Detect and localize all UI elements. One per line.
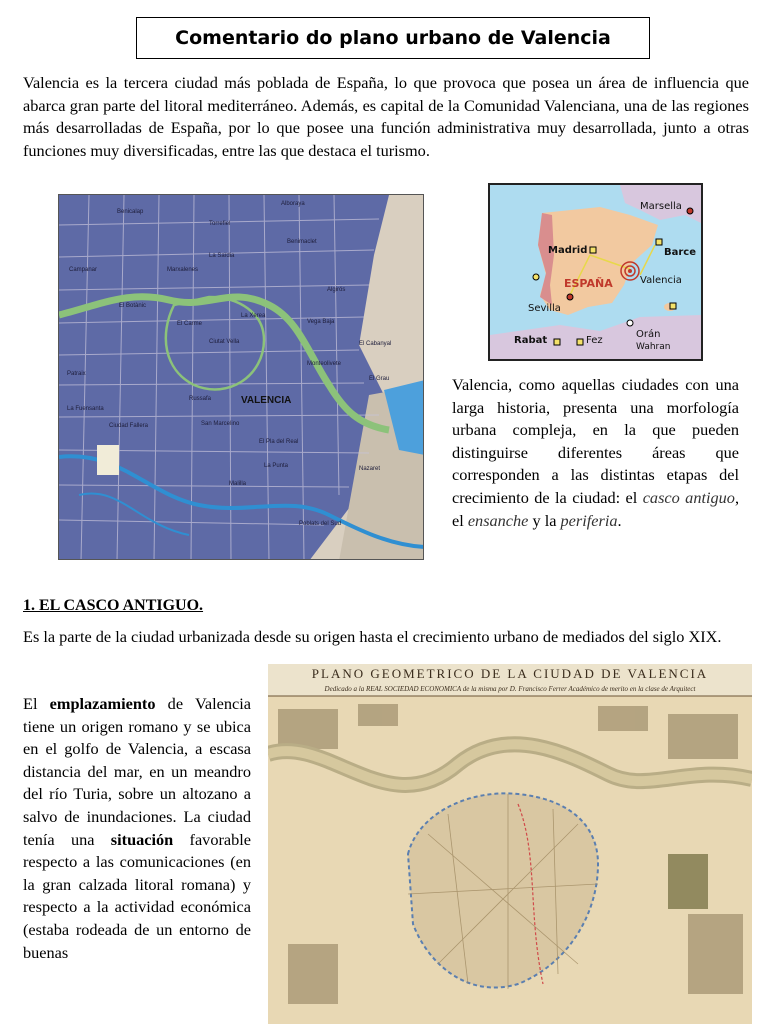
- side-text-4: .: [617, 510, 622, 530]
- country-label: ESPAÑA: [564, 277, 613, 290]
- map-label-benicalap: Benicalap: [117, 209, 144, 215]
- term-ensanche: ensanche: [467, 510, 529, 530]
- map-label-monteolivete: Monteolivete: [307, 361, 342, 367]
- city-rabat: Rabat: [514, 335, 548, 346]
- section-heading: 1. EL CASCO ANTIGUO.: [23, 597, 204, 614]
- valencia-city-map: [58, 194, 424, 560]
- side-text-1: Valencia, como aquellas ciudades con una larga historia, presenta una morfología urbana compleja, en la que pueden distinguirse diferentes áreas que corresponden a las distintas etapas del crecimiento de la ciudad: el: [452, 375, 739, 507]
- term-casco-antiguo: casco antiguo: [642, 487, 735, 507]
- term-emplazamiento: emplazamiento: [49, 694, 156, 713]
- map-city-label: VALENCIA: [241, 395, 292, 406]
- historic-map-dedication: Dedicado a la REAL SOCIEDAD ECONOMICA de la misma por D. Francisco Ferrer Académico de merito en la clase de Arquitect: [324, 685, 696, 693]
- map-label-benimaclet: Benimaclet: [287, 239, 317, 245]
- map-label-la-punta: La Punta: [264, 463, 289, 469]
- historic-map-title: PLANO GEOMETRICO DE LA CIUDAD DE VALENCIA: [311, 666, 709, 681]
- body-text-2: de Valencia tiene un origen romano y se ubica en el golfo de Valencia, a escasa distancia del mar, en un meandro del río Turia, sobre un altozano a salvo de inundaciones. La ciudad tenía una: [23, 694, 251, 849]
- intro-paragraph: Valencia es la tercera ciudad más poblada de España, lo que provoca que posea un área de influencia que abarca gran parte del litoral mediterráneo. Además, es capital de la Comunidad Valenciana, una de las regiones más desarrolladas de España, por lo que posee una función administrativa muy desarrollada, junto a otras funciones muy diversificadas, entre las que destaca el turismo.: [23, 73, 749, 160]
- document-title: [136, 17, 650, 59]
- body-text-1: El: [23, 694, 50, 713]
- map-label-san-marcelino: San Marcelino: [201, 421, 240, 427]
- side-text-2: , el: [452, 487, 740, 530]
- side-paragraph: [452, 374, 739, 532]
- map-label-campanar: Campanar: [69, 267, 98, 273]
- city-barcelona: Barce: [664, 247, 697, 258]
- city-sevilla: Sevilla: [528, 303, 561, 314]
- term-situacion: situación: [110, 829, 174, 849]
- historic-map: [268, 664, 752, 1024]
- section-intro: Es la parte de la ciudad urbanizada desde su origen hasta el crecimiento urbano de mediados del siglo XIX.: [23, 627, 722, 646]
- map-label-pla-del-real: El Pla del Real: [259, 439, 299, 445]
- map-label-poblats-del-sud: Poblats del Sud: [299, 521, 342, 527]
- section-body: [23, 693, 251, 964]
- map-label-el-botanic: El Botànic: [119, 303, 147, 309]
- side-text-3: y la: [528, 510, 561, 530]
- map-label-nazaret: Nazaret: [359, 466, 381, 472]
- map-label-la-xerea: La Xerea: [241, 313, 266, 319]
- map-label-ciutat-vella: Ciutat Vella: [209, 339, 240, 345]
- map-label-ciudad-fallera: Ciudad Fallera: [109, 423, 149, 429]
- term-periferia: periferia: [560, 510, 618, 530]
- map-label-el-carme: El Carme: [177, 321, 203, 327]
- map-label-malilla: Malilla: [229, 481, 247, 487]
- city-madrid: Madrid: [548, 245, 588, 256]
- map-label-la-saidia: La Saïdia: [209, 253, 235, 259]
- map-label-vega-baja: Vega Baja: [307, 319, 335, 325]
- map-label-russafa: Russafa: [189, 396, 212, 402]
- map-label-el-cabanyal: El Cabanyal: [359, 341, 392, 347]
- map-label-alboraya: Alboraya: [281, 201, 305, 207]
- map-label-el-grau: El Grau: [369, 376, 390, 382]
- map-label-torrefiel: Torrefiel: [209, 221, 231, 227]
- city-valencia: Valencia: [640, 275, 682, 286]
- map-label-marxalenes: Marxalenes: [167, 267, 199, 273]
- title-text: Comentario do plano urbano de Valencia: [175, 27, 611, 49]
- map-label-patraix: Patraix: [67, 371, 86, 377]
- spain-location-map: [488, 183, 703, 361]
- body-text-3: favorable respecto a las comunicaciones (en la gran calzada litoral romana) y respecto a la actividad económica (estaba rodeada de un entorno de buenas: [23, 829, 251, 962]
- map-label-algiros: Algirós: [327, 287, 346, 293]
- city-oran: Orán: [636, 329, 661, 340]
- city-marsella: Marsella: [640, 201, 682, 212]
- map-label-la-fuensanta: La Fuensanta: [67, 406, 104, 412]
- city-fez: Fez: [586, 335, 603, 346]
- city-wahran: Wahran: [636, 342, 671, 352]
